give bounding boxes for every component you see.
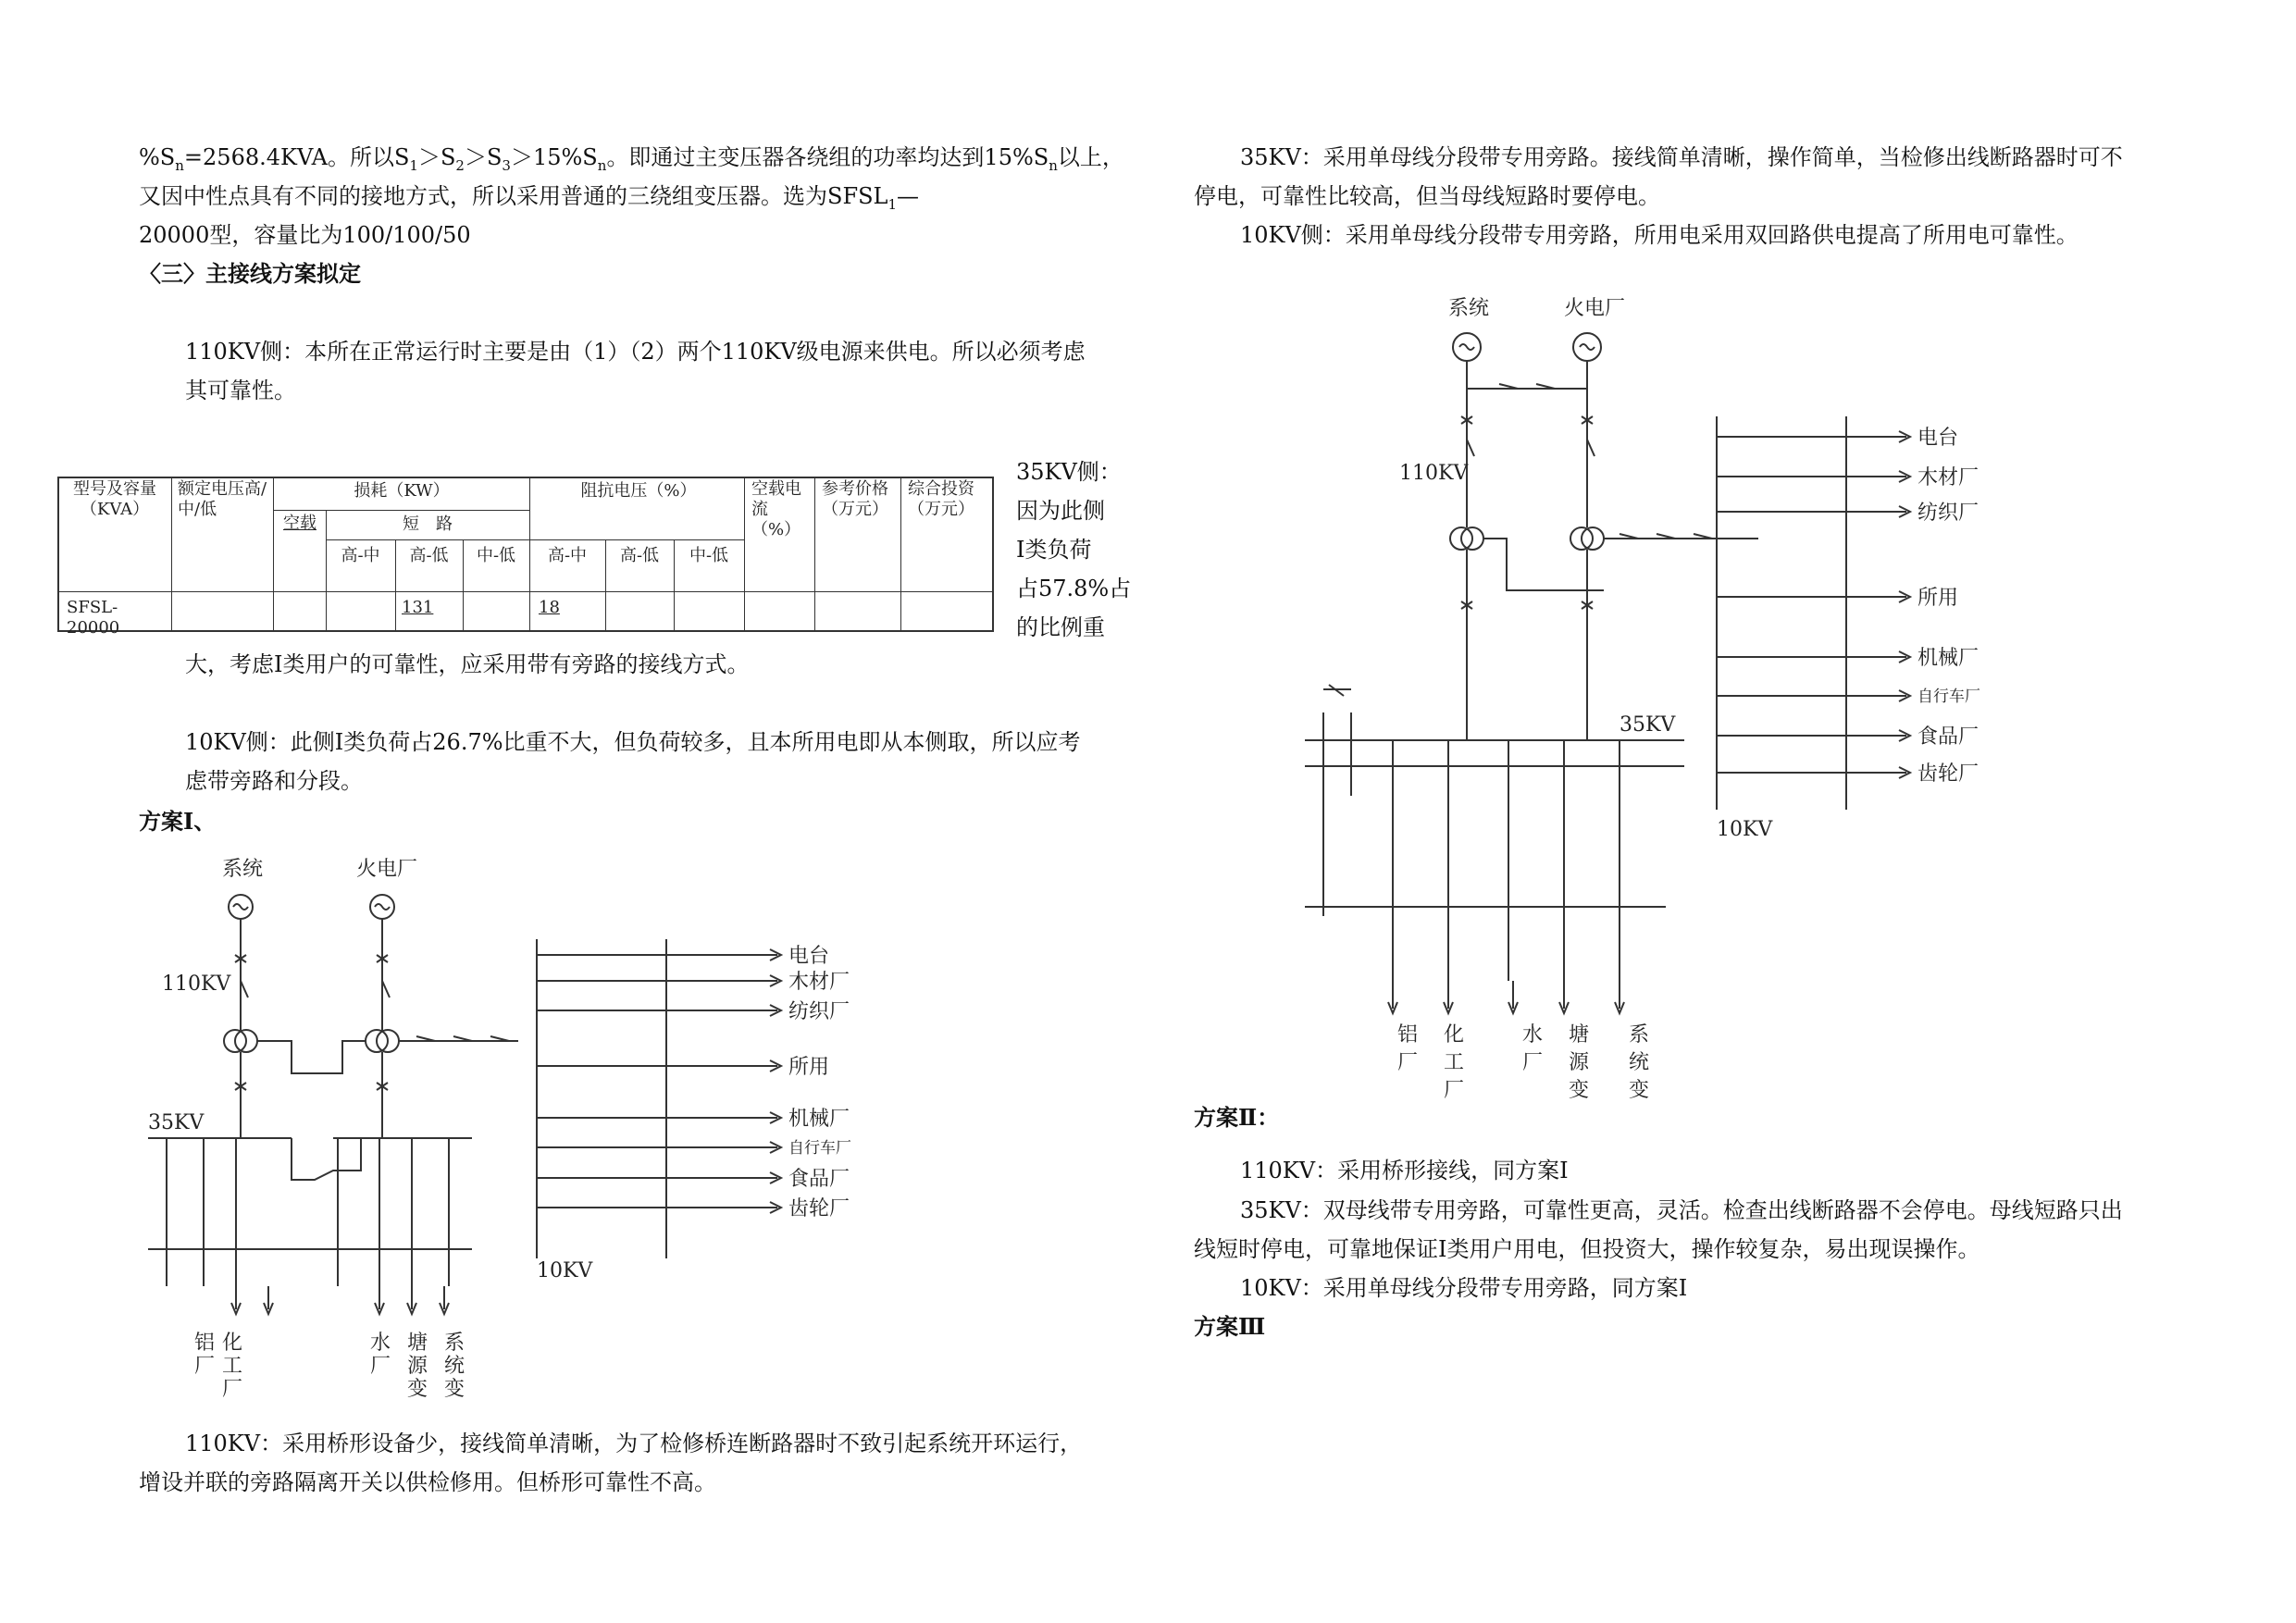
side-35kv-4: 占57.8%占 [1016, 576, 1132, 601]
d2-src-plant: 火电厂 [1564, 297, 1626, 320]
s2-110kv: 110KV：采用桥形接线，同方案Ⅰ [1240, 1158, 1569, 1183]
d1-load10-5: 自行车厂 [788, 1139, 851, 1158]
svg-text:变: 变 [407, 1378, 428, 1401]
s2-35kv-2: 线短时停电，可靠地保证Ⅰ类用户用电，但投资大，操作较复杂，易出现误操作。 [1194, 1236, 1980, 1262]
d2-load10-6: 食品厂 [1917, 725, 1980, 749]
d1-src-plant: 火电厂 [356, 858, 418, 881]
svg-text:工: 工 [1444, 1051, 1465, 1074]
th-invest: 综合投资（万元） [908, 479, 974, 519]
para-after-1-1: 110KV：采用桥形设备少，接线简单清晰，为了检修桥连断路器时不致引起系统开环运行， [185, 1431, 1083, 1456]
svg-text:统: 统 [1629, 1051, 1650, 1074]
scheme-1-diagram [130, 851, 907, 1406]
d2-load10-4: 机械厂 [1917, 647, 1980, 670]
th-current: 空载电流（%） [751, 479, 801, 539]
para-110kv-1: 110KV侧：本所在正常运行时主要是由（1）（2）两个110KV级电源来供电。所以必须考虑 [185, 339, 1086, 365]
d1-load10-7: 齿轮厂 [788, 1197, 850, 1220]
para-35kv-cont: 大，考虑Ⅰ类用户的可靠性，应采用带有旁路的接线方式。 [185, 651, 750, 677]
d2-load10-5: 自行车厂 [1917, 688, 1980, 706]
svg-text:化: 化 [1444, 1023, 1465, 1047]
th-model: 型号及容量（KVA） [73, 479, 156, 519]
d1-load10-2: 纺织厂 [788, 1000, 850, 1023]
svg-text:厂: 厂 [1522, 1051, 1544, 1074]
s2-35kv-1: 35KV：双母线带专用旁路，可靠性更高，灵活。检查出线断路器不会停电。母线短路只出 [1240, 1197, 2123, 1223]
svg-text:水: 水 [1522, 1023, 1544, 1047]
svg-text:工: 工 [222, 1355, 243, 1378]
d1-load10-4: 机械厂 [788, 1108, 850, 1131]
svg-text:厂: 厂 [222, 1378, 243, 1401]
para-10kv-1: 10KV侧：此侧Ⅰ类负荷占26.7%比重不大，但负荷较多，且本所用电即从本侧取，所以应考 [185, 729, 1081, 755]
svg-text:塘: 塘 [407, 1332, 428, 1355]
right-35kv-2: 停电，可靠性比较高，但当母线短路时要停电。 [1194, 183, 1660, 209]
svg-text:变: 变 [1569, 1079, 1590, 1102]
svg-text:铝: 铝 [1397, 1023, 1419, 1047]
d1-v35: 35KV [148, 1111, 205, 1134]
d2-src-system: 系统 [1448, 297, 1490, 320]
th-iml: 中-低 [689, 546, 729, 565]
svg-text:厂: 厂 [1397, 1051, 1419, 1074]
d1-src-system: 系统 [222, 858, 264, 881]
para-after-1-2: 增设并联的旁路隔离开关以供检修用。但桥形可靠性不高。 [139, 1469, 716, 1495]
d2-load10-0: 电台 [1917, 427, 1959, 450]
svg-text:厂: 厂 [194, 1355, 216, 1378]
td-loss-hl: 131 [402, 598, 434, 617]
th-hm: 高-中 [341, 546, 380, 565]
td-model: SFSL-20000 [67, 598, 120, 638]
d2-load10-2: 纺织厂 [1917, 502, 1980, 525]
d2-loads35 [1397, 1023, 1649, 1102]
text-line-1: $\%S_n=2568.4KVA$。所以$S_1>S_2>S_3>15\%S_n$。即通过主变压器各绕组的功率均达到$15\%S_n$以上， [139, 144, 1124, 174]
scheme-3-title: 方案Ⅲ [1194, 1313, 1266, 1340]
th-price: 参考价格（万元） [822, 479, 888, 519]
td-imp-hm: 18 [539, 598, 560, 617]
svg-text:变: 变 [1629, 1079, 1650, 1102]
d1-loads35 [194, 1332, 465, 1401]
svg-text:系: 系 [444, 1332, 465, 1355]
para-110kv-2: 其可靠性。 [185, 378, 296, 403]
para-10kv-2: 虑带旁路和分段。 [185, 768, 363, 794]
scheme-2-diagram [1296, 278, 2017, 1110]
svg-text:水: 水 [370, 1332, 391, 1355]
side-35kv-3: Ⅰ类负荷 [1016, 537, 1092, 563]
th-hl: 高-低 [409, 546, 449, 565]
d2-v10: 10KV [1717, 818, 1773, 841]
d2-load10-7: 齿轮厂 [1917, 762, 1980, 786]
svg-text:统: 统 [444, 1355, 465, 1378]
th-ihl: 高-低 [619, 546, 660, 565]
d1-load10-3: 所用 [788, 1056, 830, 1079]
text-line-3: 20000型，容量比为100/100/50 [139, 222, 471, 248]
right-10kv: 10KV侧：采用单母线分段带专用旁路，所用电采用双回路供电提高了所用电可靠性。 [1240, 222, 2079, 248]
text-line-2: 又因中性点具有不同的接地方式，所以采用普通的三绕组变压器。选为$SFSL_1—$ [139, 183, 920, 213]
d1-v10: 10KV [537, 1259, 593, 1282]
d1-v110: 110KV [162, 973, 231, 996]
svg-text:系: 系 [1629, 1023, 1650, 1047]
th-loss: 损耗（KW） [354, 481, 450, 501]
d1-load10-6: 食品厂 [788, 1168, 850, 1191]
side-35kv-5: 的比例重 [1016, 614, 1105, 640]
svg-text:厂: 厂 [370, 1355, 391, 1378]
svg-text:铝: 铝 [194, 1332, 216, 1355]
side-35kv-1: 35KV侧： [1016, 459, 1122, 485]
th-noload: 空载 [283, 514, 316, 533]
svg-text:厂: 厂 [1444, 1079, 1465, 1102]
scheme-2-title: 方案Ⅱ： [1194, 1104, 1280, 1131]
right-35kv-1: 35KV：采用单母线分段带专用旁路。接线简单清晰，操作简单，当检修出线断路器时可不 [1240, 144, 2123, 170]
th-short: 短 路 [403, 514, 453, 534]
d2-v110: 110KV [1399, 462, 1469, 485]
d2-load10-3: 所用 [1917, 587, 1959, 610]
scheme-1-title: 方案Ⅰ、 [139, 808, 217, 835]
svg-text:塘: 塘 [1569, 1023, 1590, 1047]
side-35kv-2: 因为此侧 [1016, 498, 1105, 524]
d2-v35: 35KV [1620, 713, 1676, 737]
th-impedance: 阻抗电压（%） [580, 481, 697, 501]
d2-load10-1: 木材厂 [1917, 466, 1980, 489]
d1-load10-0: 电台 [788, 945, 830, 968]
svg-text:源: 源 [407, 1355, 428, 1378]
th-ml: 中-低 [476, 546, 516, 565]
svg-text:源: 源 [1569, 1051, 1590, 1074]
s2-10kv: 10KV：采用单母线分段带专用旁路，同方案Ⅰ [1240, 1275, 1688, 1301]
section-title: 〈三〉主接线方案拟定 [139, 260, 361, 287]
svg-text:变: 变 [444, 1378, 465, 1401]
th-ihm: 高-中 [547, 546, 588, 565]
svg-text:化: 化 [222, 1332, 243, 1355]
d1-load10-1: 木材厂 [788, 971, 850, 994]
th-voltage: 额定电压高/中/低 [178, 479, 267, 519]
